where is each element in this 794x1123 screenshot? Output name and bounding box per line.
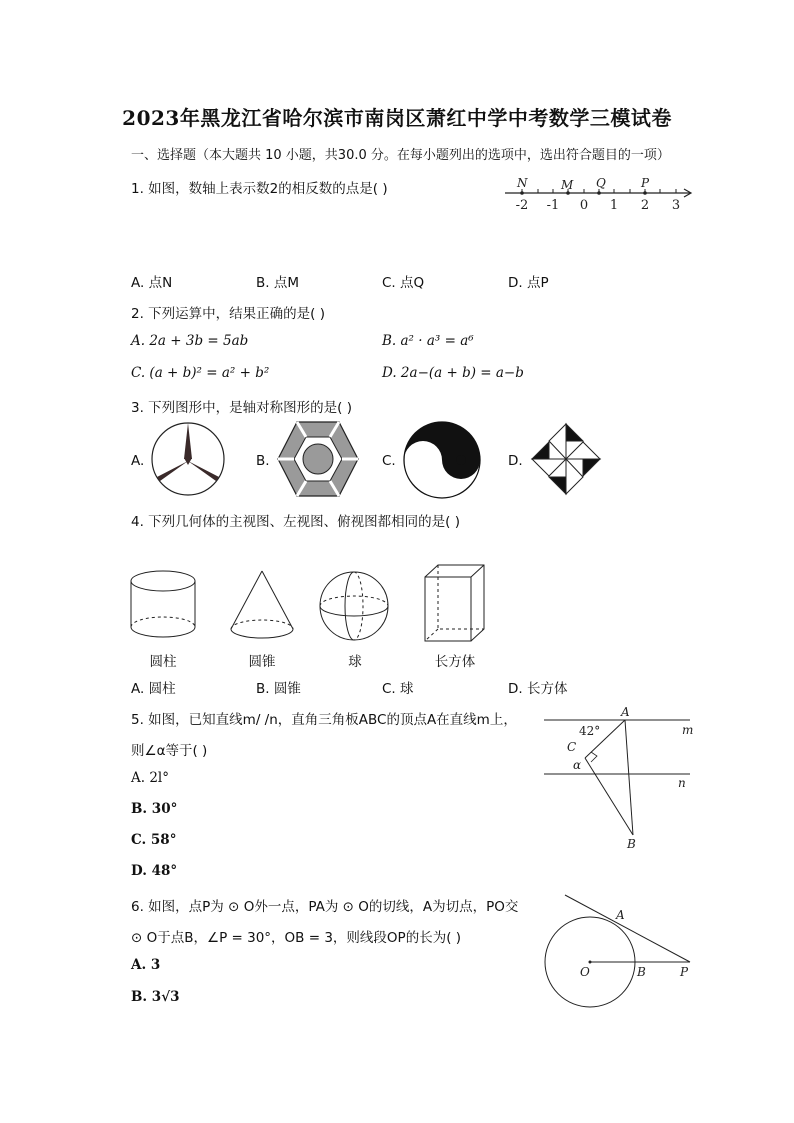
q3-figure-a-three-blade-circle[interactable] [150, 421, 230, 497]
q4-caption-cylinder: 圆柱 [149, 654, 177, 670]
tangent-pa [565, 895, 690, 962]
q5-option-d[interactable]: D. 48° [131, 863, 178, 879]
tick-label: -2 [515, 198, 529, 213]
point-q-dot [597, 191, 601, 195]
point-label-m: M [561, 178, 574, 192]
point-label-p: P [641, 176, 650, 190]
vertex-b-label: B [627, 837, 636, 851]
q1-option-c[interactable]: C. 点Q [382, 275, 425, 291]
q2-option-a[interactable]: A. 2a + 3b = 5ab [131, 333, 249, 349]
q4-caption-sphere: 球 [348, 654, 362, 670]
section-heading: 一、选择题（本大题共 10 小题，共30.0 分。在每小题列出的选项中，选出符合题目的一项） [131, 148, 670, 163]
center-o-dot [589, 961, 592, 964]
q3-option-d-letter[interactable]: D. [508, 453, 523, 469]
q4-sphere-figure [318, 570, 390, 642]
q4-option-c[interactable]: C. 球 [382, 681, 414, 697]
point-b-label: B [637, 965, 646, 979]
tick-label: 2 [640, 198, 650, 213]
q2-stem: 2. 下列运算中，结果正确的是( ) [131, 306, 325, 322]
q3-stem: 3. 下列图形中，是轴对称图形的是( ) [131, 400, 352, 416]
point-o-label: O [580, 965, 590, 979]
q4-option-b[interactable]: B. 圆锥 [256, 681, 301, 697]
angle-alpha-label: α [573, 758, 582, 772]
q6-stem-line1: 6. 如图，点P为 ⊙ O外一点，PA为 ⊙ O的切线，A为切点，PO交 [131, 899, 519, 915]
q1-option-b[interactable]: B. 点M [256, 275, 299, 291]
q6-circle-tangent-figure [540, 893, 700, 1008]
q5-stem-line1: 5. 如图，已知直线m/ /n，直角三角板ABC的顶点A在直线m上， [131, 712, 517, 728]
q4-stem: 4. 下列几何体的主视图、左视图、俯视图都相同的是( ) [131, 514, 460, 530]
q4-cone-figure [227, 568, 297, 640]
q2-option-c[interactable]: C. (a + b)² = a² + b² [131, 365, 270, 381]
q5-option-b[interactable]: B. 30° [131, 801, 178, 817]
tick-label: 3 [671, 198, 681, 213]
angle-42-label: 42° [579, 724, 601, 738]
q3-figure-b-hexagon[interactable] [276, 420, 360, 498]
q2-option-b[interactable]: B. a² · a³ = a⁶ [382, 333, 474, 349]
q4-caption-cuboid: 长方体 [434, 654, 476, 670]
q5-option-c[interactable]: C. 58° [131, 832, 177, 848]
tick-label: -1 [546, 198, 560, 213]
q3-option-b-letter[interactable]: B. [256, 453, 270, 469]
point-p-label: P [680, 965, 689, 979]
vertex-a-label: A [621, 705, 630, 719]
tick-label: 1 [609, 198, 619, 213]
point-label-n: N [517, 176, 528, 190]
tick-label: 0 [579, 198, 589, 213]
line-n-label: n [678, 776, 686, 790]
point-a-label: A [616, 908, 625, 922]
q1-stem: 1. 如图，数轴上表示数2的相反数的点是( ) [131, 181, 388, 197]
q1-option-a[interactable]: A. 点N [131, 275, 173, 291]
q6-option-a[interactable]: A. 3 [131, 957, 161, 973]
point-p-dot [643, 191, 647, 195]
q5-parallel-lines-figure [540, 703, 700, 855]
q3-option-c-letter[interactable]: C. [382, 453, 396, 469]
q2-option-d[interactable]: D. 2a−(a + b) = a−b [382, 365, 524, 381]
page-title: 2023年黑龙江省哈尔滨市南岗区萧红中学中考数学三模试卷 [122, 106, 672, 130]
q4-cylinder-figure [128, 568, 200, 640]
point-label-q: Q [596, 176, 606, 190]
q3-figure-d-pinwheel[interactable] [530, 422, 602, 496]
q5-stem-line2: 则∠α等于( ) [131, 743, 208, 759]
q3-option-a-letter[interactable]: A. [131, 453, 145, 469]
point-n-dot [520, 191, 524, 195]
q4-option-a[interactable]: A. 圆柱 [131, 681, 176, 697]
q4-caption-cone: 圆锥 [248, 654, 276, 670]
q5-option-a[interactable]: A. 2l° [131, 770, 169, 786]
q6-option-b[interactable]: B. 3√3 [131, 989, 180, 1005]
q4-cuboid-figure [422, 562, 488, 644]
q1-number-line-figure [500, 173, 700, 215]
q1-option-d[interactable]: D. 点P [508, 275, 549, 291]
vertex-c-label: C [567, 740, 577, 754]
q4-option-d[interactable]: D. 长方体 [508, 681, 568, 697]
line-m-label: m [682, 723, 694, 737]
q6-stem-line2: ⊙ O于点B，∠P = 30°，OB = 3，则线段OP的长为( ) [131, 930, 462, 946]
q3-figure-c-yin-yang[interactable] [402, 420, 482, 500]
